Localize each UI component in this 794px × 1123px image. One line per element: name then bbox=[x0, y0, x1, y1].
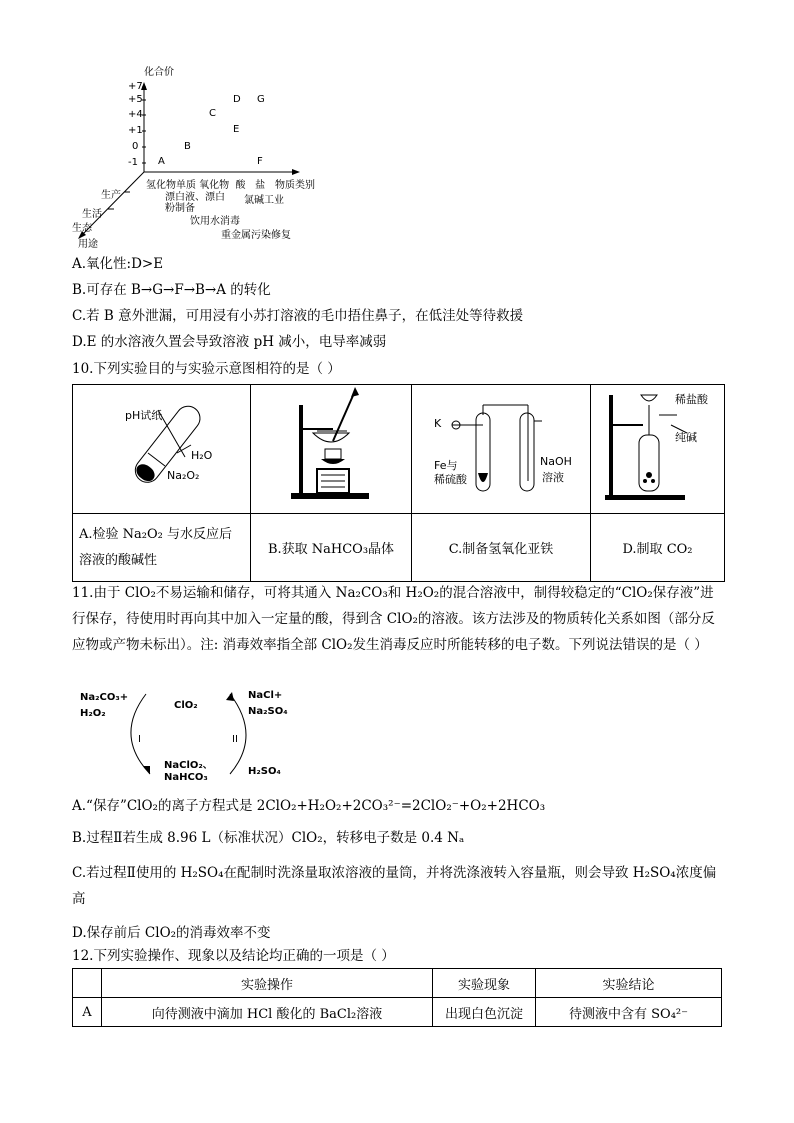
q11-option-c: C.若过程Ⅱ使用的 H₂SO₄在配制时洗涤量取浓溶液的量筒，并将洗涤液转入容量瓶，则会导致 H₂SO₄浓度偏高 bbox=[72, 865, 717, 907]
y-tick: +7 bbox=[128, 81, 143, 92]
header-cell: 实验现象 bbox=[433, 969, 536, 998]
usage-axis-label: 用途 bbox=[78, 239, 98, 250]
q10-stem: 10.下列实验目的与实验示意图相符的是（ ） bbox=[72, 361, 341, 377]
caption-a-line2: 溶液的酸碱性 bbox=[79, 552, 158, 568]
center-label: ClO₂ bbox=[174, 700, 198, 711]
use-label: 氯碱工业 bbox=[244, 195, 284, 206]
product-line1: NaCl+ bbox=[248, 690, 283, 701]
y-axis-title: 化合价 bbox=[144, 67, 174, 78]
x-categories: 氢化物单质 氧化物 酸 盐 bbox=[146, 180, 266, 191]
evaporation-figure bbox=[251, 385, 411, 509]
ph-test-figure bbox=[73, 385, 250, 509]
q12-table bbox=[72, 968, 722, 1027]
header-cell: 实验结论 bbox=[536, 969, 722, 998]
usage-axis-label: 生活 bbox=[82, 209, 102, 220]
ferrous-hydroxide-figure bbox=[412, 385, 590, 509]
ph-paper-label: pH试纸 bbox=[125, 409, 163, 422]
q10-figure-a bbox=[73, 385, 251, 514]
q10-caption-c: C.制备氢氧化亚铁 bbox=[412, 514, 591, 582]
q12-stem: 12.下列实验操作、现象以及结论均正确的一项是（ ） bbox=[72, 948, 395, 964]
point-label: E bbox=[233, 124, 240, 135]
caption-a-line1: A.检验 Na₂O₂ 与水反应后 bbox=[79, 526, 232, 542]
q10-figure-d bbox=[591, 385, 725, 514]
acid-label: H₂SO₄ bbox=[248, 766, 281, 777]
point-label: A bbox=[158, 156, 165, 167]
point-label: G bbox=[257, 94, 265, 105]
process-2-label: II bbox=[232, 734, 238, 745]
conclusion-cell: 待测液中含有 SO₄²⁻ bbox=[536, 998, 722, 1027]
q9-option-a: A.氧化性:D>E bbox=[72, 256, 164, 272]
y-tick: +1 bbox=[128, 125, 143, 136]
use-label: 饮用水消毒 bbox=[190, 216, 240, 227]
q11-option-a: A.“保存”ClO₂的离子方程式是 2ClO₂+H₂O₂+2CO₃²⁻=2ClO₂⁻+O₂+2HCO₃ bbox=[72, 798, 546, 814]
q10-caption-b: B.获取 NaHCO₃晶体 bbox=[251, 514, 412, 582]
q10-figure-c bbox=[412, 385, 591, 514]
mid-line2: NaHCO₃ bbox=[164, 772, 208, 783]
phenomenon-cell: 出现白色沉淀 bbox=[433, 998, 536, 1027]
header-cell: 实验操作 bbox=[102, 969, 433, 998]
point-label: B bbox=[184, 141, 191, 152]
q11-option-b: B.过程Ⅱ若生成 8.96 L（标准状况）ClO₂，转移电子数是 0.4 Nₐ bbox=[72, 830, 465, 846]
row-label: A bbox=[73, 998, 102, 1027]
product-line2: Na₂SO₄ bbox=[248, 706, 288, 717]
reagent-line1: Na₂CO₃+ bbox=[80, 692, 129, 703]
valve-label: K bbox=[434, 417, 442, 430]
process-1-label: I bbox=[138, 734, 141, 745]
y-tick: -1 bbox=[128, 157, 138, 168]
reagent-line2: H₂O₂ bbox=[80, 708, 106, 719]
y-tick: 0 bbox=[132, 141, 139, 152]
use-label: 粉制备 bbox=[165, 203, 195, 214]
table-header-row bbox=[73, 969, 722, 998]
use-label: 重金属污染修复 bbox=[221, 230, 291, 241]
q10-caption-a bbox=[73, 514, 251, 582]
peroxide-label: Na₂O₂ bbox=[167, 469, 200, 482]
q9-option-c: C.若 B 意外泄漏，可用浸有小苏打溶液的毛巾捂住鼻子，在低洼处等待救援 bbox=[72, 308, 524, 324]
use-label: 漂白液、漂白 bbox=[165, 192, 225, 203]
usage-axis-label: 生产 bbox=[101, 190, 121, 201]
q10-figure-b bbox=[251, 385, 412, 514]
point-label: C bbox=[209, 108, 216, 119]
x-axis-title: 物质类别 bbox=[275, 180, 315, 191]
naoh-label: NaOH bbox=[540, 455, 572, 468]
q10-figure-table bbox=[72, 384, 725, 582]
q11-stem: 11.由于 ClO₂不易运输和储存，可将其通入 Na₂CO₃和 H₂O₂的混合溶液中，制得较稳定的“ClO₂保存液”进行保存，待使用时再向其中加入一定量的酸，得到含 ClO₂的溶液。该方法涉及的物质转化关系如图（部分反应物或产物未标出）。注: 消毒效率指全部 ClO₂发生消毒反应时所能转移的电子数。下列说法错误的是（ ） bbox=[72, 585, 715, 653]
soda-label: 纯碱 bbox=[675, 431, 697, 444]
table-row bbox=[73, 998, 722, 1027]
acid-label: 稀硫酸 bbox=[434, 473, 467, 486]
q9-option-b: B.可存在 B→G→F→B→A 的转化 bbox=[72, 282, 271, 298]
usage-axis-label: 生态 bbox=[72, 223, 92, 234]
hcl-label: 稀盐酸 bbox=[675, 393, 708, 406]
solution-label: 溶液 bbox=[542, 471, 564, 484]
y-tick: +5 bbox=[128, 94, 143, 105]
point-label: F bbox=[257, 156, 263, 167]
q11-option-d: D.保存前后 ClO₂的消毒效率不变 bbox=[72, 925, 271, 941]
point-label: D bbox=[233, 94, 241, 105]
q10-caption-d: D.制取 CO₂ bbox=[591, 514, 725, 582]
header-cell bbox=[73, 969, 102, 998]
q11-conversion-diagram bbox=[80, 686, 300, 786]
q9-option-d: D.E 的水溶液久置会导致溶液 pH 减小，电导率减弱 bbox=[72, 334, 387, 350]
water-label: H₂O bbox=[191, 449, 213, 462]
operation-cell: 向待测液中滴加 HCl 酸化的 BaCl₂溶液 bbox=[102, 998, 433, 1027]
y-tick: +4 bbox=[128, 109, 143, 120]
mid-line1: NaClO₂、 bbox=[164, 760, 213, 771]
iron-label: Fe与 bbox=[434, 459, 458, 472]
